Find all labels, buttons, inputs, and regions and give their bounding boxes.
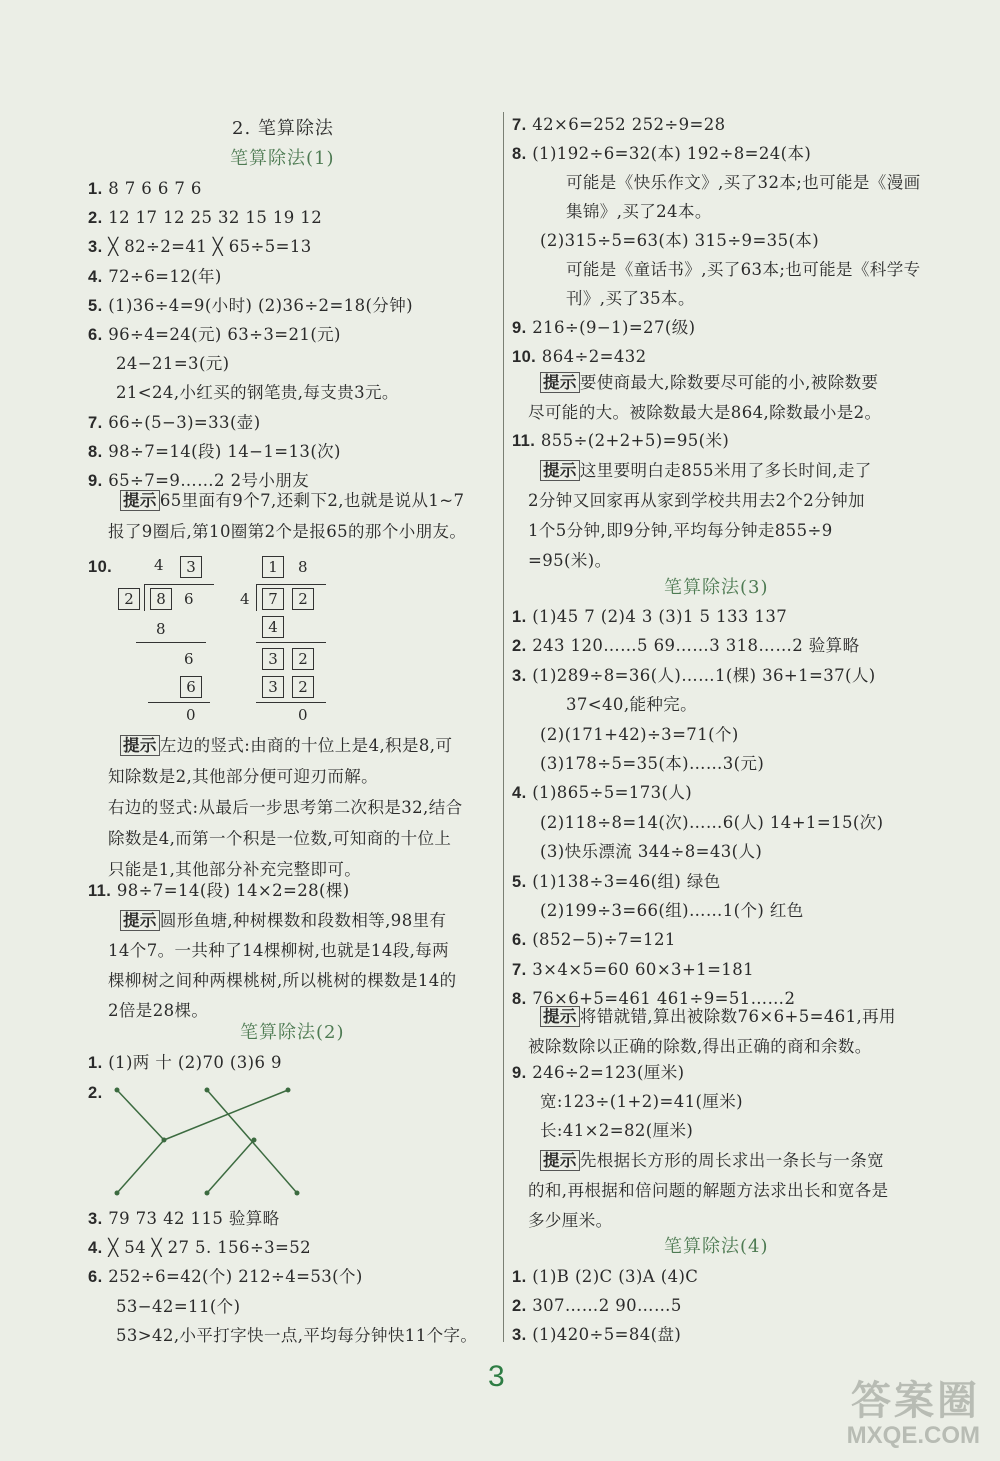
quotient-digit: 8: [298, 558, 308, 576]
hint-text: 65里面有9个7,还剩下2,也就是说从1~7: [159, 491, 465, 510]
item-number: 2.: [512, 637, 527, 656]
answer-box: 3: [262, 676, 284, 698]
answer-text: 长:41×2=82(厘米): [540, 1121, 694, 1140]
hint-line: [108, 1000, 208, 1022]
item-number: 9.: [512, 1064, 527, 1082]
answer-text: (1)两 十 (2)70 (3)6 9: [108, 1053, 282, 1072]
answer-line: [540, 812, 883, 834]
answer-line: [512, 635, 859, 657]
hint-line: [528, 490, 865, 512]
hint-text: 多少厘米。: [528, 1211, 613, 1230]
hint-line: [120, 735, 452, 757]
hint-label: 提示: [540, 372, 580, 393]
answer-line: [540, 753, 764, 775]
hint-line: [108, 766, 378, 788]
item-number: 2.: [512, 1297, 527, 1315]
answer-text: 216÷(9−1)=27(级): [532, 318, 696, 337]
answer-line: [512, 1062, 684, 1084]
hint-line: [540, 1150, 884, 1172]
hint-line: [108, 828, 451, 850]
answer-line: [88, 266, 222, 288]
answer-line: [88, 324, 341, 346]
match-dot: [252, 1138, 257, 1143]
answer-line: [512, 606, 787, 628]
answer-line: [512, 346, 647, 368]
item-number: 11.: [88, 882, 112, 900]
chapter-title: 2. 笔算除法: [232, 118, 334, 139]
answer-line: [512, 114, 726, 136]
hint-text: 先根据长方形的周长求出一条长与一条宽: [579, 1151, 885, 1170]
page-number: 3: [488, 1360, 505, 1393]
hint-line: [108, 970, 457, 992]
answer-line: [512, 1295, 682, 1317]
answer-box: 6: [180, 676, 202, 698]
answer-line: [88, 880, 350, 902]
watermark-logo: [847, 1379, 980, 1449]
hint-text: 这里要明白走855米用了多长时间,走了: [579, 461, 872, 480]
hint-label: 提示: [120, 490, 160, 511]
answer-line: [566, 201, 712, 223]
answer-line: [88, 295, 413, 317]
answer-text: (1)865÷5=173(人): [532, 783, 693, 803]
item-number: 9.: [88, 472, 103, 490]
hint-text: 被除数除以正确的除数,得出正确的商和余数。: [528, 1037, 872, 1056]
answer-line: [512, 317, 695, 339]
item-number: 4.: [88, 267, 103, 286]
match-line: [117, 1090, 164, 1140]
hint-line: [108, 797, 463, 819]
hint-line: [108, 859, 361, 881]
answer-text: 集锦》,买了24本。: [566, 202, 712, 221]
item-number: 7.: [512, 116, 527, 134]
hint-line: [528, 1180, 889, 1202]
hint-text: 2分钟又回家再从家到学校共用去2个2分钟加: [528, 491, 865, 510]
match-dot: [205, 1088, 210, 1093]
answer-text: 246÷2=123(厘米): [532, 1063, 685, 1082]
answer-text: 98÷7=14(段) 14−1=13(次): [108, 441, 341, 461]
answer-line: [540, 724, 739, 746]
answer-line: [88, 441, 341, 463]
answer-line: [512, 430, 729, 452]
hint-line: [528, 402, 881, 424]
answer-line: [512, 1324, 681, 1346]
hint-label: 提示: [120, 910, 160, 931]
answer-line: [566, 172, 921, 194]
answer-box: 2: [292, 588, 314, 610]
answer-line: [512, 871, 721, 893]
answer-text: 96÷4=24(元) 63÷3=21(元): [108, 325, 341, 344]
answer-text: ╳ 54 ╳ 27 5. 156÷3=52: [108, 1238, 312, 1258]
match-dot: [115, 1088, 120, 1093]
answer-line: [540, 1091, 743, 1113]
answer-text: (3)快乐漂流 344÷8=43(人): [540, 842, 763, 862]
item-number: 4.: [512, 784, 527, 803]
match-line: [164, 1090, 288, 1140]
remainder-digit: 6: [184, 650, 194, 668]
answer-box: 7: [262, 588, 284, 610]
answer-line: [566, 694, 697, 716]
answer-line: [88, 1266, 363, 1288]
answer-text: 宽:123÷(1+2)=41(厘米): [540, 1092, 743, 1111]
hint-label: 提示: [540, 1150, 580, 1171]
hint-line: [540, 460, 872, 482]
hint-line: [108, 521, 466, 543]
hint-text: 知除数是2,其他部分便可迎刃而解。: [108, 767, 379, 786]
answer-text: 864÷2=432: [541, 347, 647, 366]
hint-text: 棵柳树之间种两棵桃树,所以桃树的棵数是14的: [108, 971, 457, 990]
answer-text: 42×6=252 252÷9=28: [532, 115, 726, 134]
answer-line: [88, 178, 202, 200]
answer-box: 2: [292, 676, 314, 698]
answer-box: 2: [118, 588, 140, 610]
answer-text: 252÷6=42(个) 212÷4=53(个): [108, 1267, 363, 1287]
answer-text: (1)289÷8=36(人)……1(棵) 36+1=37(人): [532, 665, 876, 685]
item-number: 10.: [512, 348, 537, 366]
item-number: 5.: [88, 296, 103, 315]
answer-line: [88, 412, 261, 434]
hint-line: [540, 1006, 896, 1028]
hint-line: [528, 550, 612, 572]
answer-line: [88, 1052, 282, 1074]
answer-text: 65÷7=9……2 2号小朋友: [108, 471, 310, 490]
answer-text: (2)118÷8=14(次)……6(人) 14+1=15(次): [540, 812, 884, 832]
product-digit: 8: [156, 620, 166, 638]
answer-line: [512, 782, 692, 804]
answer-line: [88, 207, 322, 229]
hint-text: 报了9圈后,第10圈第2个是报65的那个小朋友。: [108, 522, 467, 541]
hint-text: 右边的竖式:从最后一步思考第二次积是32,结合: [108, 798, 463, 817]
item-number: 3.: [88, 238, 103, 257]
answer-text: 12 17 12 25 32 15 19 12: [108, 208, 323, 228]
answer-text: 8 7 6 6 7 6: [108, 179, 202, 198]
answer-text: 53>42,小平打字快一点,平均每分钟快11个字。: [116, 1325, 478, 1345]
answer-text: 可能是《童话书》,买了63本;也可能是《科学专: [566, 260, 921, 279]
item-number: 4.: [88, 1239, 103, 1258]
hint-label: 提示: [120, 735, 160, 756]
answer-line: [116, 353, 230, 375]
answer-line: [566, 259, 921, 281]
answer-text: (2)(171+42)÷3=71(个): [540, 724, 739, 744]
answer-text: 66÷(5−3)=33(壶): [108, 412, 261, 432]
hint-line: [108, 940, 449, 962]
answer-line: [512, 665, 876, 687]
match-dot: [295, 1191, 300, 1196]
hint-label: 提示: [540, 460, 580, 481]
answer-box: 3: [262, 648, 284, 670]
hint-text: 2倍是28棵。: [108, 1001, 209, 1020]
match-line: [117, 1140, 164, 1193]
answer-box: 4: [262, 616, 284, 638]
answer-line: [116, 382, 399, 404]
item-number: 8.: [512, 145, 527, 163]
watermark-sub: MXQE.COM: [846, 1422, 980, 1449]
answer-text: 刊》,买了35本。: [566, 289, 695, 308]
item-number: 3.: [88, 1210, 103, 1228]
answer-line: [88, 1237, 311, 1259]
hint-line: [540, 372, 878, 394]
hint-line: [528, 520, 833, 542]
answer-line: [116, 1296, 240, 1318]
answer-line: [88, 470, 309, 492]
answer-line: [540, 1120, 693, 1142]
answer-text: 24−21=3(元): [116, 354, 230, 374]
zero-digit: 0: [186, 706, 196, 724]
hint-text: 左边的竖式:由商的十位上是4,积是8,可: [159, 736, 453, 755]
item-number: 5.: [512, 872, 527, 891]
hint-text: 要使商最大,除数要尽可能的小,被除数要: [579, 373, 879, 392]
hint-line: [528, 1036, 872, 1058]
answer-line: [540, 230, 819, 252]
hint-text: =95(米)。: [528, 551, 612, 570]
item-number: 1.: [88, 1054, 103, 1072]
item-number: 1.: [512, 1268, 527, 1286]
answer-line: [88, 1208, 280, 1230]
answer-text: (1)192÷6=32(本) 192÷8=24(本): [532, 144, 812, 163]
item-number: 8.: [88, 442, 103, 461]
zero-digit: 0: [298, 706, 308, 724]
item-number: 9.: [512, 319, 527, 337]
matching-diagram: [100, 1080, 310, 1200]
answer-line: [88, 1082, 103, 1104]
answer-text: (2)199÷3=66(组)……1(个) 红色: [540, 901, 804, 920]
item-number: 6.: [512, 931, 527, 950]
answer-line: [540, 841, 762, 863]
hint-line: [120, 490, 464, 512]
match-dot: [115, 1191, 120, 1196]
answer-line: [512, 929, 676, 951]
section-title: 笔算除法(1): [230, 148, 335, 169]
item-number: 2.: [88, 209, 103, 228]
item-number: 1.: [512, 608, 527, 626]
answer-text: 37<40,能种完。: [566, 695, 698, 715]
hint-line: [120, 910, 446, 932]
answer-box: 2: [292, 648, 314, 670]
hint-text: 除数是4,而第一个积是一位数,可知商的十位上: [108, 829, 452, 848]
answer-text: (1)36÷4=9(小时) (2)36÷2=18(分钟): [108, 295, 413, 315]
answer-line: [540, 900, 804, 922]
answer-line: [88, 236, 312, 258]
answer-line: [116, 1325, 477, 1347]
hint-text: 的和,再根据和倍问题的解题方法求出长和宽各是: [528, 1181, 889, 1200]
answer-text: 243 120……5 69……3 318……2 验算略: [532, 636, 860, 656]
answer-text: (1)420÷5=84(盘): [532, 1325, 682, 1344]
answer-text: (852−5)÷7=121: [532, 930, 676, 950]
answer-text: 21<24,小红买的钢笔贵,每支贵3元。: [116, 383, 399, 403]
item-number: 7.: [88, 413, 103, 432]
answer-line: [512, 1266, 698, 1288]
section-title: 笔算除法(2): [240, 1022, 345, 1043]
hint-text: 圆形鱼塘,种树棵数和段数相等,98里有: [159, 911, 447, 930]
answer-line: [512, 143, 811, 165]
answer-text: (3)178÷5=35(本)……3(元): [540, 754, 765, 773]
item-number: 7.: [512, 960, 527, 979]
answer-text: ╳ 82÷2=41 ╳ 65÷5=13: [108, 237, 312, 257]
match-dot: [286, 1088, 291, 1093]
hint-line: [528, 1210, 613, 1232]
answer-text: 855÷(2+2+5)=95(米): [540, 431, 730, 450]
match-line: [207, 1140, 254, 1193]
answer-text: 3×4×5=60 60×3+1=181: [532, 959, 754, 979]
watermark-main: 答案圈: [851, 1379, 980, 1423]
answer-text: (1)138÷3=46(组) 绿色: [532, 871, 721, 891]
hint-text: 将错就错,算出被除数76×6+5=461,再用: [579, 1007, 896, 1026]
match-dot: [162, 1138, 167, 1143]
answer-text: (2)315÷5=63(本) 315÷9=35(本): [540, 231, 820, 250]
answer-box: 8: [150, 588, 172, 610]
answer-text: 可能是《快乐作文》,买了32本;也可能是《漫画: [566, 173, 921, 192]
answer-text: 53−42=11(个): [116, 1296, 241, 1316]
answer-text: 76×6+5=461 461÷9=51……2: [532, 989, 796, 1009]
divisor-digit: 4: [240, 590, 250, 608]
item-number: 6.: [88, 1268, 103, 1287]
long-division-left: [110, 554, 220, 724]
quotient-digit: 4: [154, 556, 164, 574]
answer-line: [512, 959, 754, 981]
item-number: 10.: [88, 558, 113, 576]
answer-box: 3: [180, 556, 202, 578]
answer-text: 307……2 90……5: [532, 1296, 682, 1315]
section-title: 笔算除法(3): [664, 577, 769, 598]
answer-box: 1: [262, 556, 284, 578]
item-number: 3.: [512, 1326, 527, 1344]
section-title: 笔算除法(4): [664, 1236, 769, 1257]
dividend-digit: 6: [184, 590, 194, 608]
answer-text: 79 73 42 115 验算略: [108, 1209, 280, 1228]
item-number: 11.: [512, 432, 536, 450]
item-number: 2.: [88, 1084, 103, 1102]
hint-label: 提示: [540, 1006, 580, 1027]
item-number: 6.: [88, 326, 103, 344]
hint-text: 1个5分钟,即9分钟,平均每分钟走855÷9: [528, 521, 833, 540]
item-number: 3.: [512, 666, 527, 685]
answer-text: 72÷6=12(年): [108, 266, 222, 286]
hint-text: 尽可能的大。被除数最大是864,除数最小是2。: [528, 403, 882, 422]
hint-text: 14个7。一共种了14棵柳树,也就是14段,每两: [108, 941, 450, 960]
column-divider: [503, 112, 504, 1342]
hint-text: 只能是1,其他部分补充完整即可。: [108, 860, 362, 879]
answer-text: (1)45 7 (2)4 3 (3)1 5 133 137: [532, 607, 788, 626]
item-number: 8.: [512, 990, 527, 1009]
match-dot: [205, 1191, 210, 1196]
answer-text: 98÷7=14(段) 14×2=28(棵): [116, 881, 350, 900]
answer-text: (1)B (2)C (3)A (4)C: [532, 1267, 699, 1286]
item-number: 1.: [88, 180, 103, 198]
answer-line: [566, 288, 695, 310]
long-division-right: [236, 554, 346, 724]
